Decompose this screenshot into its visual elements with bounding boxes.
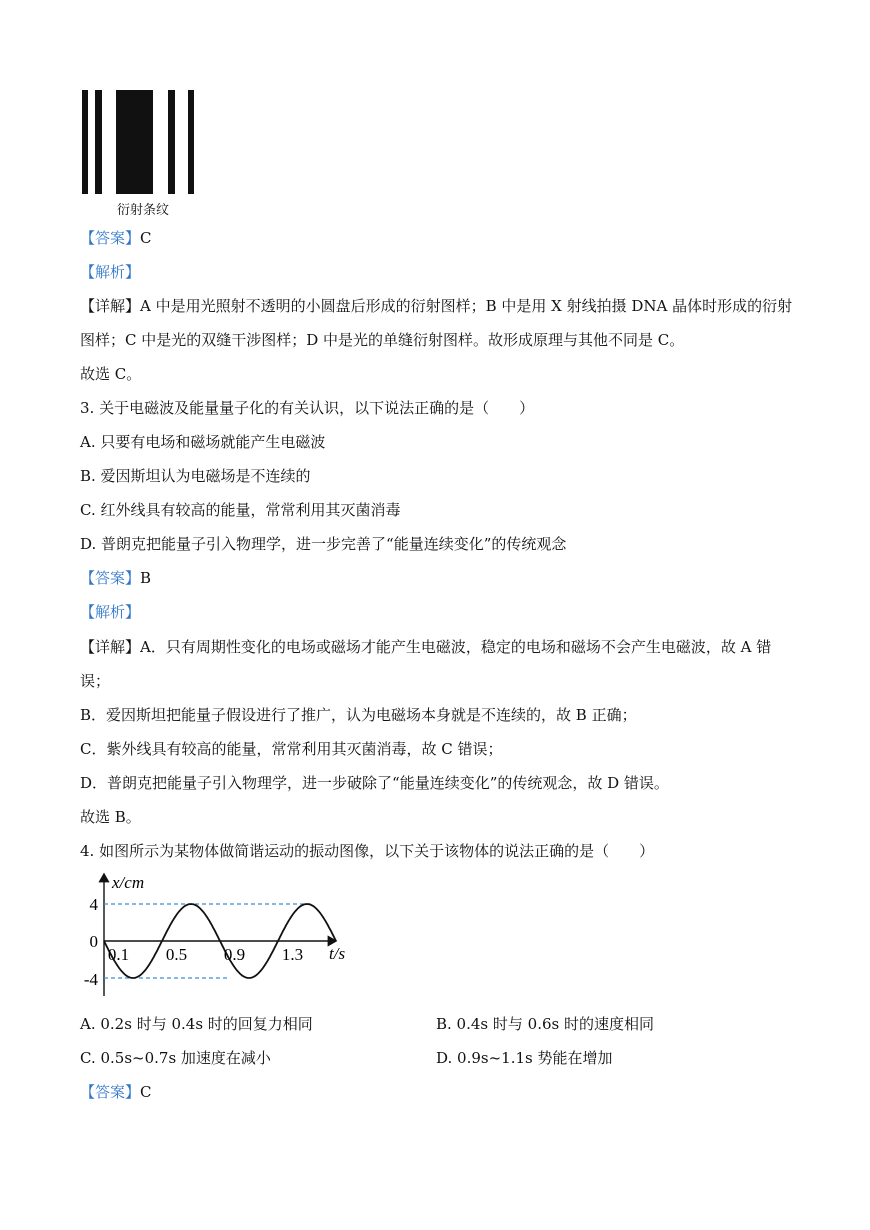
vibration-graph bbox=[80, 868, 360, 1000]
analysis-tag: 【解析】 bbox=[80, 263, 141, 281]
q3-conclusion: 故选 B。 bbox=[80, 808, 141, 826]
q3-answer-line bbox=[80, 567, 151, 588]
q3-option-c: C. 红外线具有较高的能量，常常利用其灭菌消毒 bbox=[80, 501, 401, 519]
x-tick-label: 0.5 bbox=[165, 945, 188, 964]
q4-option-b: B. 0.4s 时与 0.6s 时的速度相同 bbox=[436, 1015, 654, 1033]
answer-tag: 【答案】 bbox=[80, 1083, 141, 1101]
q2-conclusion: 故选 C。 bbox=[80, 365, 142, 383]
detail-text: A．只有周期性变化的电场或磁场才能产生电磁波，稳定的电场和磁场不会产生电磁波，故 A 错 bbox=[140, 638, 772, 656]
answer-tag: 【答案】 bbox=[80, 569, 141, 587]
x-tick-label: 0.9 bbox=[223, 945, 246, 964]
y-tick-minus-4: -4 bbox=[83, 970, 98, 989]
q3-stem: 3. 关于电磁波及能量量子化的有关认识，以下说法正确的是（ ） bbox=[80, 399, 535, 417]
q3-detail-line-2: 误； bbox=[80, 672, 111, 690]
q3-option-b: B. 爱因斯坦认为电磁场是不连续的 bbox=[80, 467, 311, 485]
q2-detail-line-1 bbox=[80, 295, 792, 316]
q3-detail-line-1 bbox=[80, 636, 771, 657]
q4-option-c: C. 0.5s~0.7s 加速度在减小 bbox=[80, 1049, 271, 1067]
detail-text: A 中是用光照射不透明的小圆盘后形成的衍射图样；B 中是用 X 射线拍摄 DNA 晶体时形成的衍射 bbox=[140, 297, 793, 315]
q4-stem: 4. 如图所示为某物体做简谐运动的振动图像，以下关于该物体的说法正确的是（ ） bbox=[80, 842, 655, 860]
q4-option-d: D. 0.9s~1.1s 势能在增加 bbox=[436, 1049, 613, 1067]
q2-answer-line bbox=[80, 227, 152, 248]
diffraction-stripes-image bbox=[80, 90, 198, 194]
answer-value: B bbox=[140, 569, 152, 587]
y-tick-4: 4 bbox=[89, 895, 98, 914]
q3-option-a: A. 只要有电场和磁场就能产生电磁波 bbox=[80, 433, 326, 451]
answer-value: C bbox=[140, 229, 152, 247]
x-tick-label: 0.1 bbox=[107, 945, 130, 964]
y-tick-0: 0 bbox=[89, 932, 98, 951]
analysis-tag: 【解析】 bbox=[80, 603, 141, 621]
q4-option-a: A. 0.2s 时与 0.4s 时的回复力相同 bbox=[80, 1015, 313, 1033]
q4-answer-line bbox=[80, 1081, 152, 1102]
y-axis-label: x/cm bbox=[112, 873, 145, 892]
q3-detail-c: C．紫外线具有较高的能量，常常利用其灭菌消毒，故 C 错误； bbox=[80, 740, 503, 758]
q3-option-d: D. 普朗克把能量子引入物理学，进一步完善了“能量连续变化”的传统观念 bbox=[80, 535, 567, 553]
detail-tag: 【详解】 bbox=[80, 297, 141, 315]
detail-tag: 【详解】 bbox=[80, 638, 141, 656]
x-axis-label: t/s bbox=[329, 944, 346, 963]
x-tick-label: 1.3 bbox=[281, 945, 304, 964]
q3-detail-b: B．爱因斯坦把能量子假设进行了推广，认为电磁场本身就是不连续的，故 B 正确； bbox=[80, 706, 637, 724]
answer-value: C bbox=[140, 1083, 152, 1101]
figure-caption: 衍射条纹 bbox=[117, 203, 170, 218]
q3-detail-d: D．普朗克把能量子引入物理学，进一步破除了“能量连续变化”的传统观念，故 D 错误。 bbox=[80, 774, 669, 792]
answer-tag: 【答案】 bbox=[80, 229, 141, 247]
q2-detail-line-2: 图样；C 中是光的双缝干涉图样；D 中是光的单缝衍射图样。故形成原理与其他不同是 C。 bbox=[80, 331, 685, 349]
